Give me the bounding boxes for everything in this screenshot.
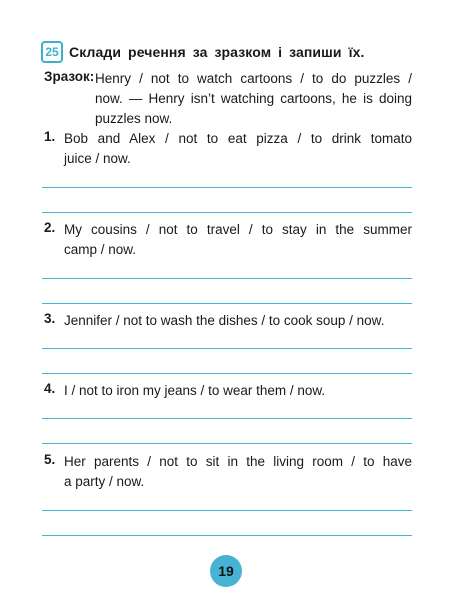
item-line: camp / now.	[64, 242, 137, 257]
answer-line[interactable]	[42, 535, 412, 536]
answer-line[interactable]	[42, 278, 412, 279]
item-line: My cousins / not to travel / to stay in the summer	[64, 222, 412, 237]
item-number: 2.	[44, 220, 56, 235]
item-line: I / not to iron my jeans / to wear them / now.	[64, 383, 326, 398]
item-prompt	[64, 452, 412, 492]
answer-line[interactable]	[42, 212, 412, 213]
answer-line[interactable]	[42, 303, 412, 304]
item-number: 3.	[44, 311, 56, 326]
answer-line[interactable]	[42, 348, 412, 349]
item-prompt	[64, 311, 412, 331]
task-instruction: Склади речення за зразком і запиши їх.	[69, 44, 365, 60]
sample-line: puzzles now.	[95, 111, 173, 126]
sample-label: Зразок:	[44, 69, 95, 84]
item-line: Jennifer / not to wash the dishes / to cook soup / now.	[64, 313, 385, 328]
task-number-badge: 25	[41, 41, 63, 63]
sample-text	[95, 69, 412, 129]
item-line: Bob and Alex / not to eat pizza / to drink tomato	[64, 131, 412, 146]
answer-line[interactable]	[42, 373, 412, 374]
item-prompt	[64, 220, 412, 260]
item-number: 5.	[44, 452, 56, 467]
item-line: juice / now.	[64, 151, 131, 166]
item-line: a party / now.	[64, 474, 145, 489]
item-number: 4.	[44, 381, 56, 396]
item-prompt	[64, 381, 412, 401]
item-number: 1.	[44, 129, 56, 144]
answer-line[interactable]	[42, 443, 412, 444]
page-number-badge: 19	[210, 555, 242, 587]
sample-line: now. — Henry isn’t watching cartoons, he is doing	[95, 91, 412, 106]
answer-line[interactable]	[42, 510, 412, 511]
answer-line[interactable]	[42, 418, 412, 419]
sample-line: Henry / not to watch cartoons / to do puzzles /	[95, 71, 412, 86]
answer-line[interactable]	[42, 187, 412, 188]
task-header	[41, 41, 365, 63]
item-line: Her parents / not to sit in the living room / to have	[64, 454, 412, 469]
item-prompt	[64, 129, 412, 169]
